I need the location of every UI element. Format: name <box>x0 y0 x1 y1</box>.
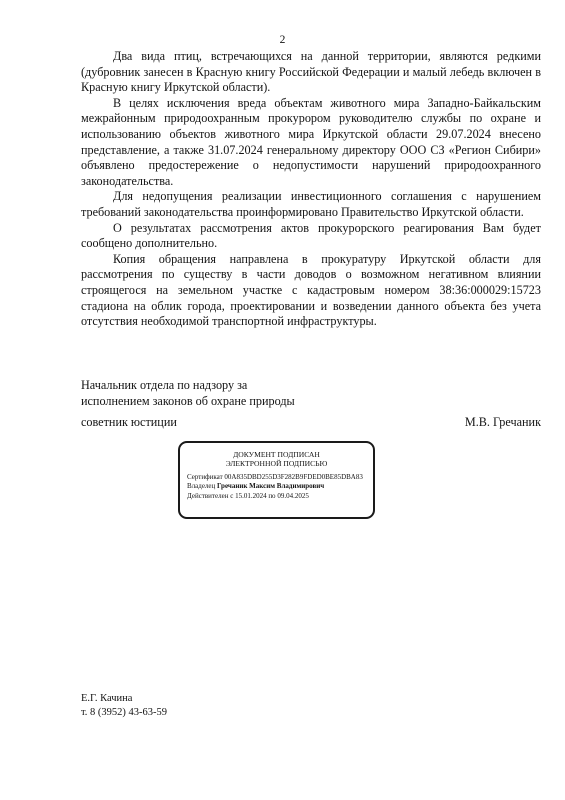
stamp-owner-value: Гречаник Максим Владимирович <box>217 482 325 491</box>
page-number: 2 <box>279 34 286 46</box>
stamp-validity-row <box>187 492 366 502</box>
stamp-validity-label: Действителен <box>187 492 229 500</box>
paragraph-government-informed: Для недопущения реализации инвестиционного соглашения с нарушением требований законодательства проинформировано Правительство Иркутской области. <box>81 189 541 219</box>
signatory-name: М.В. Гречаник <box>464 415 541 429</box>
paragraph-results-notice: О результатах рассмотрения актов прокурорского реагирования Вам будет сообщено дополнительно. <box>81 220 541 251</box>
paragraph-prosecutor-actions: В целях исключения вреда объектам животного мира Западно-Байкальским межрайонным природоохранным прокурором руководителю службы по охране и использованию объектов животного мира Иркутской области 29.07.2024 внесено представление, а также 31.07.2024 генеральному директору ООО СЗ «Регион Сибири» объявлено предостережение о недопустимости нарушений природоохранного законодательства. <box>81 95 541 188</box>
stamp-validity-to-label: по <box>268 492 276 500</box>
signatory-position-line1: Начальник отдела по надзору за <box>81 378 248 392</box>
electronic-signature-stamp <box>178 441 375 519</box>
stamp-certificate-value: 00A835DBD255D3F282B9FDED0BE85DBA83 <box>224 472 363 481</box>
letter-body <box>81 49 541 330</box>
stamp-header-line1: ДОКУМЕНТ ПОДПИСАН <box>233 450 320 459</box>
stamp-certificate-row <box>187 473 366 483</box>
executor-name: Е.Г. Качина <box>81 693 133 704</box>
stamp-header <box>187 450 366 469</box>
stamp-validity-to: 09.04.2025 <box>277 492 309 500</box>
paragraph-rare-birds: Два вида птиц, встречающихся на данной территории, являются редкими (дубровник занесен в Красную книгу Российской Федерации и малый лебедь включен в Красную книгу Иркутской области). <box>81 49 541 95</box>
executor-phone: т. 8 (3952) 43-63-59 <box>81 706 168 718</box>
stamp-owner-label: Владелец <box>187 482 216 491</box>
stamp-validity-from-label: с <box>230 492 234 500</box>
executor-info <box>81 692 167 719</box>
signatory-position <box>81 378 541 409</box>
stamp-certificate-label: Сертификат <box>187 472 223 481</box>
stamp-owner-row <box>187 482 366 492</box>
signatory-rank-row <box>81 415 541 431</box>
signatory-position-line2: исполнением законов об охране природы <box>81 393 295 408</box>
paragraph-copy-forwarded: Копия обращения направлена в прокуратуру Иркутской области для рассмотрения по существу в части доводов о возможном негативном влиянии строящегося на земельном участке с кадастровым номером 38:36:000029:15723 стадиона на облик города, проектировании и возведении данного объекта без учета отсутствия необходимой транспортной инфраструктуры. <box>81 251 541 329</box>
stamp-header-line2: ЭЛЕКТРОННОЙ ПОДПИСЬЮ <box>225 459 328 469</box>
signatory-rank: советник юстиции <box>81 415 177 429</box>
stamp-validity-from: 15.01.2024 <box>235 492 267 500</box>
